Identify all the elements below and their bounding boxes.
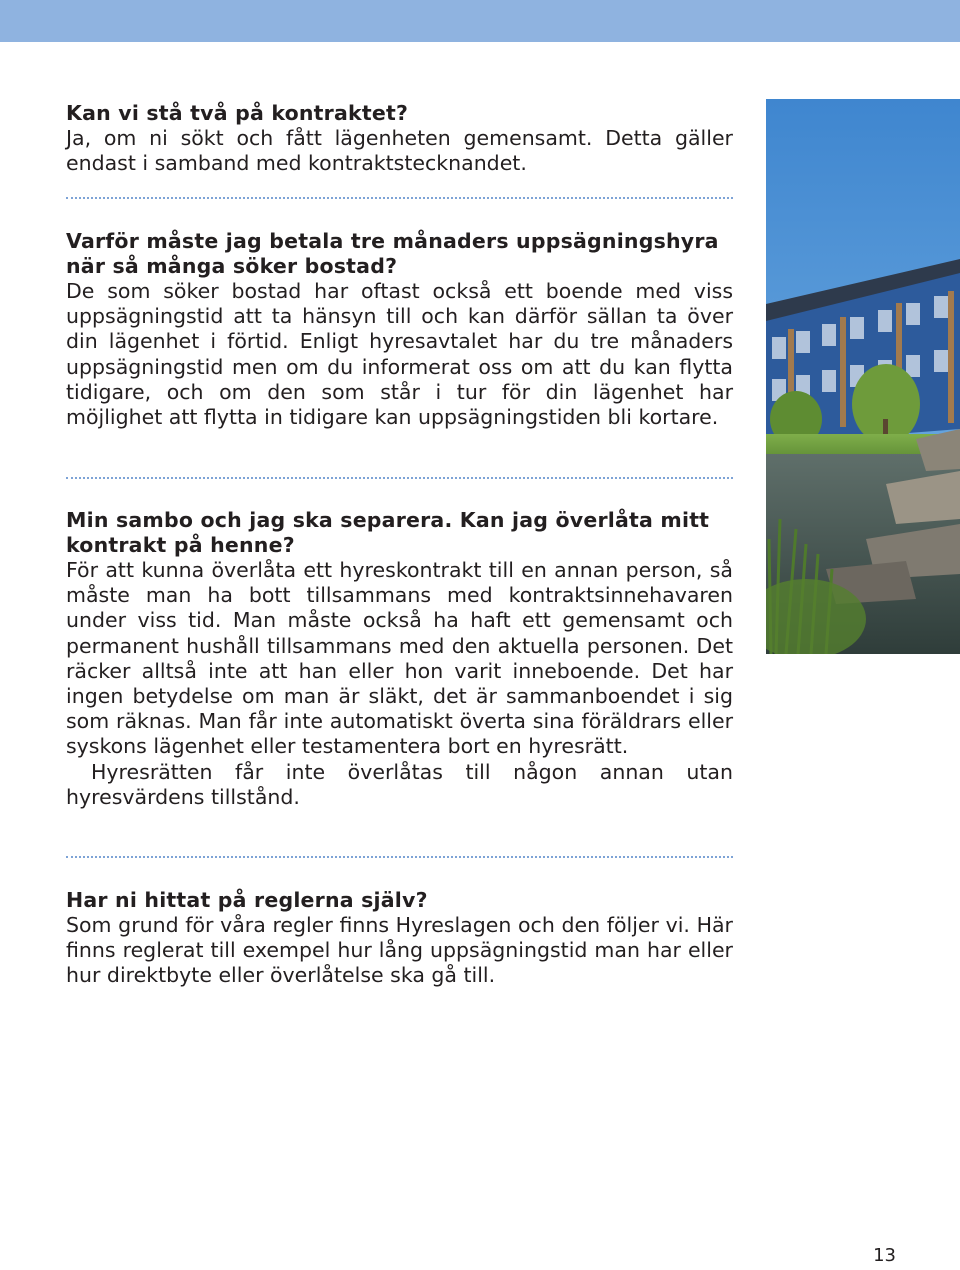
section-divider xyxy=(66,197,733,199)
page-number: 13 xyxy=(873,1245,896,1266)
faq-answer: För att kunna överlåta ett hyreskontrakt till en annan person, så måste man ha bott tillsammans med kontraktsinnehavaren under viss tid. Man måste också ha haft ett gemensamt och permanent hushåll tillsammans med den aktuella personen. Det räcker alltså inte att han eller hon varit inneboende. Det har ingen betydelse om man är släkt, det är sammanboendet i sig som räknas. Man får inte automatiskt överta sina föräldrars eller syskons lägenhet eller testamentera bort en hyresrätt. xyxy=(66,558,733,759)
faq-question: Min sambo och jag ska separera. Kan jag överlåta mitt kontrakt på henne? xyxy=(66,508,710,557)
faq-section-3 xyxy=(66,508,733,835)
faq-answer: De som söker bostad har oftast också ett boende med viss uppsägningstid att ta hänsyn till och kan därför sällan ta över din lägenhet i förtid. Enligt hyresavtalet har du tre månaders uppsägningstid men om du informerat oss om att du kan flytta tidigare, och om den som står i tur för din lägenhet har möjlighet att flytta in tidigare kan uppsägningstiden bli kortare. xyxy=(66,279,733,430)
faq-question: Har ni hittat på reglerna själv? xyxy=(66,888,428,912)
faq-answer: Hyresrätten får inte överlåtas till någon annan utan hyresvärdens tillstånd. xyxy=(66,759,733,809)
faq-answer: Som grund för våra regler finns Hyreslagen och den följer vi. Här finns reglerat till exempel hur lång uppsägningstid man har eller hur direktbyte eller överlåtelse ska gå till. xyxy=(66,913,733,988)
section-divider xyxy=(66,856,733,858)
faq-section-4 xyxy=(66,888,733,989)
faq-section-2 xyxy=(66,229,733,455)
faq-question: Kan vi stå två på kontraktet? xyxy=(66,101,409,125)
faq-question: Varför måste jag betala tre månaders uppsägningshyra när så många söker bostad? xyxy=(66,229,719,278)
faq-answer: Ja, om ni sökt och fått lägenheten gemensamt. Detta gäller endast i samband med kontraktstecknandet. xyxy=(66,126,733,176)
faq-section-1 xyxy=(66,101,733,176)
section-divider xyxy=(66,477,733,479)
faq-content xyxy=(66,101,733,989)
apartment-building-photo xyxy=(766,99,960,654)
header-bar xyxy=(0,0,960,42)
